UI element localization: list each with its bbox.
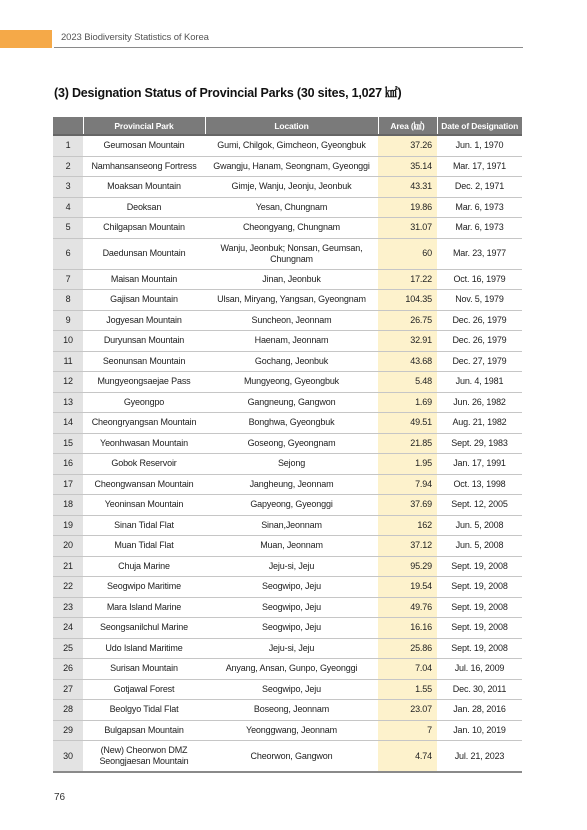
cell-date: Oct. 13, 1998 [437, 474, 522, 495]
table-row [53, 156, 522, 177]
cell-date: Dec. 27, 1979 [437, 351, 522, 372]
cell-park: Cheongwansan Mountain [83, 474, 205, 495]
cell-area: 19.54 [378, 577, 437, 598]
cell-location: Gwangju, Hanam, Seongnam, Gyeonggi [205, 156, 378, 177]
cell-no: 24 [53, 618, 83, 639]
cell-park: Daedunsan Mountain [83, 238, 205, 269]
cell-no: 2 [53, 156, 83, 177]
cell-date: Mar. 6, 1973 [437, 218, 522, 239]
table-row [53, 454, 522, 475]
cell-park: Bulgapsan Mountain [83, 720, 205, 741]
cell-no: 1 [53, 135, 83, 156]
cell-date: Sept. 19, 2008 [437, 618, 522, 639]
cell-location: Wanju, Jeonbuk; Nonsan, Geumsan, Chungnam [205, 238, 378, 269]
cell-location: Cheorwon, Gangwon [205, 741, 378, 773]
col-header-park: Provincial Park [83, 117, 205, 135]
cell-location: Seogwipo, Jeju [205, 597, 378, 618]
cell-park: Gobok Reservoir [83, 454, 205, 475]
cell-no: 5 [53, 218, 83, 239]
cell-no: 6 [53, 238, 83, 269]
cell-no: 26 [53, 659, 83, 680]
cell-area: 1.95 [378, 454, 437, 475]
table-row [53, 577, 522, 598]
cell-location: Ulsan, Miryang, Yangsan, Gyeongnam [205, 290, 378, 311]
cell-park: Seongsanilchul Marine [83, 618, 205, 639]
cell-area: 4.74 [378, 741, 437, 773]
cell-park: Mara Island Marine [83, 597, 205, 618]
cell-date: Jun. 26, 1982 [437, 392, 522, 413]
cell-park: Maisan Mountain [83, 269, 205, 290]
table-row [53, 638, 522, 659]
table-row [53, 372, 522, 393]
cell-park: Duryunsan Mountain [83, 331, 205, 352]
cell-date: Jan. 17, 1991 [437, 454, 522, 475]
cell-park: Yeonhwasan Mountain [83, 433, 205, 454]
cell-area: 26.75 [378, 310, 437, 331]
cell-area: 17.22 [378, 269, 437, 290]
cell-location: Yesan, Chungnam [205, 197, 378, 218]
cell-location: Haenam, Jeonnam [205, 331, 378, 352]
cell-park: (New) Cheorwon DMZ Seongjaesan Mountain [83, 741, 205, 773]
cell-park: Surisan Mountain [83, 659, 205, 680]
cell-park: Sinan Tidal Flat [83, 515, 205, 536]
cell-location: Jeju-si, Jeju [205, 556, 378, 577]
cell-area: 16.16 [378, 618, 437, 639]
cell-park: Gajisan Mountain [83, 290, 205, 311]
table-row [53, 351, 522, 372]
cell-date: Jun. 5, 2008 [437, 536, 522, 557]
cell-date: Jun. 5, 2008 [437, 515, 522, 536]
cell-date: Sept. 19, 2008 [437, 577, 522, 598]
cell-location: Bonghwa, Gyeongbuk [205, 413, 378, 434]
table-row [53, 618, 522, 639]
cell-no: 10 [53, 331, 83, 352]
cell-date: Nov. 5, 1979 [437, 290, 522, 311]
table-row [53, 700, 522, 721]
cell-location: Jangheung, Jeonnam [205, 474, 378, 495]
page-number: 76 [54, 792, 66, 803]
cell-area: 35.14 [378, 156, 437, 177]
table-row [53, 720, 522, 741]
cell-no: 19 [53, 515, 83, 536]
cell-area: 104.35 [378, 290, 437, 311]
cell-area: 5.48 [378, 372, 437, 393]
table-row [53, 135, 522, 156]
cell-area: 31.07 [378, 218, 437, 239]
table-row [53, 597, 522, 618]
cell-no: 13 [53, 392, 83, 413]
cell-date: Jan. 28, 2016 [437, 700, 522, 721]
cell-location: Gumi, Chilgok, Gimcheon, Gyeongbuk [205, 135, 378, 156]
cell-area: 49.76 [378, 597, 437, 618]
cell-date: Dec. 26, 1979 [437, 310, 522, 331]
col-header-area: Area (㎢) [378, 117, 437, 135]
cell-date: Jul. 16, 2009 [437, 659, 522, 680]
cell-no: 30 [53, 741, 83, 773]
header-rule [54, 47, 523, 48]
cell-no: 23 [53, 597, 83, 618]
cell-no: 25 [53, 638, 83, 659]
table-row [53, 238, 522, 269]
cell-date: Mar. 23, 1977 [437, 238, 522, 269]
table-row [53, 659, 522, 680]
cell-no: 17 [53, 474, 83, 495]
table-row [53, 556, 522, 577]
cell-area: 37.26 [378, 135, 437, 156]
cell-no: 8 [53, 290, 83, 311]
cell-area: 7.94 [378, 474, 437, 495]
cell-area: 60 [378, 238, 437, 269]
cell-location: Gimje, Wanju, Jeonju, Jeonbuk [205, 177, 378, 198]
cell-park: Mungyeongsaejae Pass [83, 372, 205, 393]
cell-no: 20 [53, 536, 83, 557]
cell-park: Beolgyo Tidal Flat [83, 700, 205, 721]
col-header-date: Date of Designation [437, 117, 522, 135]
cell-area: 19.86 [378, 197, 437, 218]
cell-date: Dec. 26, 1979 [437, 331, 522, 352]
cell-park: Gyeongpo [83, 392, 205, 413]
cell-location: Jinan, Jeonbuk [205, 269, 378, 290]
col-header-location: Location [205, 117, 378, 135]
table-row [53, 495, 522, 516]
table-row [53, 177, 522, 198]
cell-area: 32.91 [378, 331, 437, 352]
cell-area: 7.04 [378, 659, 437, 680]
cell-date: Mar. 17, 1971 [437, 156, 522, 177]
cell-location: Mungyeong, Gyeongbuk [205, 372, 378, 393]
cell-location: Gapyeong, Gyeonggi [205, 495, 378, 516]
cell-no: 15 [53, 433, 83, 454]
cell-no: 12 [53, 372, 83, 393]
cell-park: Seonunsan Mountain [83, 351, 205, 372]
cell-park: Seogwipo Maritime [83, 577, 205, 598]
cell-area: 49.51 [378, 413, 437, 434]
cell-no: 4 [53, 197, 83, 218]
cell-area: 1.55 [378, 679, 437, 700]
cell-location: Sinan,Jeonnam [205, 515, 378, 536]
cell-date: Sept. 19, 2008 [437, 638, 522, 659]
cell-location: Seogwipo, Jeju [205, 577, 378, 598]
cell-no: 29 [53, 720, 83, 741]
cell-date: Mar. 6, 1973 [437, 197, 522, 218]
table-row [53, 218, 522, 239]
cell-park: Gotjawal Forest [83, 679, 205, 700]
cell-area: 23.07 [378, 700, 437, 721]
cell-date: Sept. 12, 2005 [437, 495, 522, 516]
cell-no: 27 [53, 679, 83, 700]
cell-location: Anyang, Ansan, Gunpo, Gyeonggi [205, 659, 378, 680]
cell-park: Geumosan Mountain [83, 135, 205, 156]
cell-date: Dec. 2, 1971 [437, 177, 522, 198]
cell-park: Yeoninsan Mountain [83, 495, 205, 516]
cell-date: Sept. 19, 2008 [437, 597, 522, 618]
cell-area: 43.31 [378, 177, 437, 198]
cell-location: Sejong [205, 454, 378, 475]
cell-date: Jun. 1, 1970 [437, 135, 522, 156]
table-row [53, 290, 522, 311]
cell-date: Aug. 21, 1982 [437, 413, 522, 434]
cell-park: Chuja Marine [83, 556, 205, 577]
cell-no: 7 [53, 269, 83, 290]
table-row [53, 392, 522, 413]
table-row [53, 331, 522, 352]
cell-date: Jun. 4, 1981 [437, 372, 522, 393]
provincial-parks-table [53, 117, 522, 773]
cell-location: Suncheon, Jeonnam [205, 310, 378, 331]
running-header: 2023 Biodiversity Statistics of Korea [61, 32, 209, 43]
cell-location: Yeonggwang, Jeonnam [205, 720, 378, 741]
table-row [53, 310, 522, 331]
cell-location: Jeju-si, Jeju [205, 638, 378, 659]
cell-area: 37.12 [378, 536, 437, 557]
cell-area: 162 [378, 515, 437, 536]
cell-no: 3 [53, 177, 83, 198]
cell-park: Jogyesan Mountain [83, 310, 205, 331]
cell-date: Sept. 19, 2008 [437, 556, 522, 577]
cell-park: Udo Island Maritime [83, 638, 205, 659]
cell-no: 28 [53, 700, 83, 721]
cell-no: 18 [53, 495, 83, 516]
cell-date: Jul. 21, 2023 [437, 741, 522, 773]
cell-date: Dec. 30, 2011 [437, 679, 522, 700]
table-row [53, 413, 522, 434]
section-title: (3) Designation Status of Provincial Parks (30 sites, 1,027 ㎢) [54, 86, 402, 100]
cell-location: Boseong, Jeonnam [205, 700, 378, 721]
col-header-no [53, 117, 83, 135]
cell-location: Muan, Jeonnam [205, 536, 378, 557]
table-row [53, 474, 522, 495]
cell-area: 21.85 [378, 433, 437, 454]
cell-area: 43.68 [378, 351, 437, 372]
cell-location: Cheongyang, Chungnam [205, 218, 378, 239]
cell-location: Goseong, Gyeongnam [205, 433, 378, 454]
cell-no: 11 [53, 351, 83, 372]
table-row [53, 536, 522, 557]
cell-no: 16 [53, 454, 83, 475]
table-row [53, 197, 522, 218]
cell-area: 1.69 [378, 392, 437, 413]
header-accent-tab [0, 30, 52, 48]
table-row [53, 515, 522, 536]
cell-park: Chilgapsan Mountain [83, 218, 205, 239]
table-row [53, 269, 522, 290]
cell-no: 14 [53, 413, 83, 434]
cell-park: Muan Tidal Flat [83, 536, 205, 557]
cell-area: 25.86 [378, 638, 437, 659]
cell-area: 95.29 [378, 556, 437, 577]
table-row [53, 433, 522, 454]
cell-location: Seogwipo, Jeju [205, 618, 378, 639]
cell-location: Seogwipo, Jeju [205, 679, 378, 700]
cell-no: 21 [53, 556, 83, 577]
cell-date: Oct. 16, 1979 [437, 269, 522, 290]
table-row [53, 679, 522, 700]
cell-park: Namhansanseong Fortress [83, 156, 205, 177]
table-body [53, 135, 522, 772]
cell-area: 7 [378, 720, 437, 741]
cell-park: Cheongryangsan Mountain [83, 413, 205, 434]
cell-park: Deoksan [83, 197, 205, 218]
cell-area: 37.69 [378, 495, 437, 516]
cell-park: Moaksan Mountain [83, 177, 205, 198]
cell-date: Sept. 29, 1983 [437, 433, 522, 454]
cell-location: Gochang, Jeonbuk [205, 351, 378, 372]
cell-no: 22 [53, 577, 83, 598]
cell-location: Gangneung, Gangwon [205, 392, 378, 413]
cell-no: 9 [53, 310, 83, 331]
table-header-row [53, 117, 522, 135]
cell-date: Jan. 10, 2019 [437, 720, 522, 741]
table-row [53, 741, 522, 773]
